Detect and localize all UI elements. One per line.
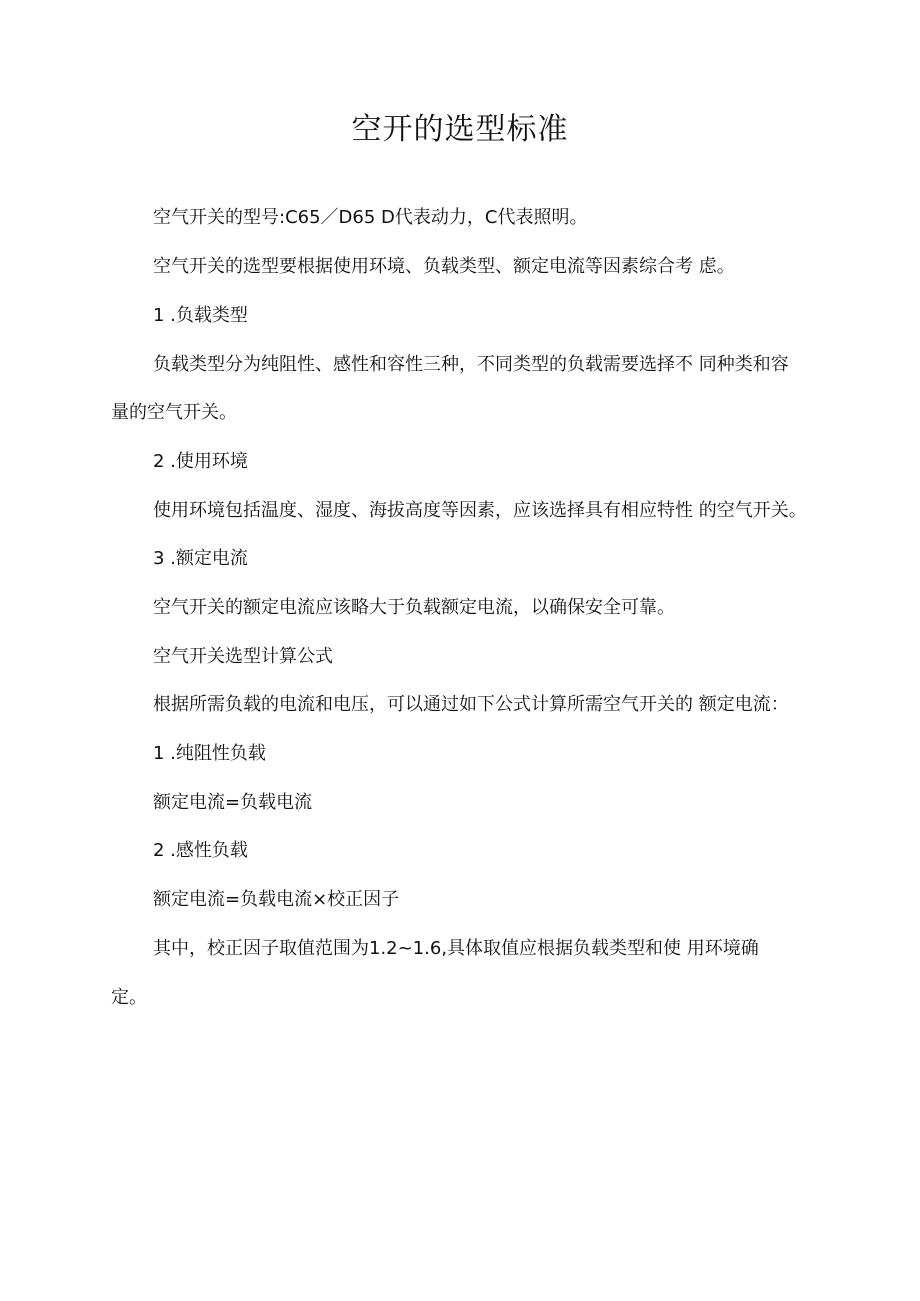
formula-inductive: 额定电流=负载电流×校正因子: [153, 889, 400, 910]
formula-resistive: 额定电流=负载电流: [153, 792, 313, 813]
heading-resistive-load: 1 .纯阻性负载: [153, 743, 266, 764]
paragraph-correction-factor-line1: 其中，校正因子取值范围为1.2~1.6,具体取值应根据负载类型和使 用环境确: [153, 938, 759, 959]
heading-rated-current: 3 .额定电流: [153, 548, 248, 569]
paragraph-load-type-line2: 量的空气开关。: [111, 402, 237, 423]
paragraph-correction-factor-line2: 定。: [111, 987, 147, 1008]
document-title: 空开的选型标准: [351, 112, 569, 147]
heading-inductive-load: 2 .感性负载: [153, 840, 248, 861]
paragraph-formula-intro: 根据所需负载的电流和电压，可以通过如下公式计算所需空气开关的 额定电流：: [153, 694, 789, 715]
paragraph-rated-current: 空气开关的额定电流应该略大于负载额定电流，以确保安全可靠。: [153, 597, 675, 618]
heading-formula: 空气开关选型计算公式: [153, 646, 333, 667]
heading-load-type: 1 .负载类型: [153, 305, 248, 326]
paragraph-model: 空气开关的型号:C65／D65 D代表动力，C代表照明。: [153, 207, 588, 228]
paragraph-environment: 使用环境包括温度、湿度、海拔高度等因素，应该选择具有相应特性 的空气开关。: [153, 500, 807, 521]
paragraph-load-type-line1: 负载类型分为纯阻性、感性和容性三种，不同类型的负载需要选择不 同种类和容: [153, 354, 789, 375]
paragraph-selection-factors: 空气开关的选型要根据使用环境、负载类型、额定电流等因素综合考 虑。: [153, 256, 735, 277]
heading-environment: 2 .使用环境: [153, 451, 248, 472]
